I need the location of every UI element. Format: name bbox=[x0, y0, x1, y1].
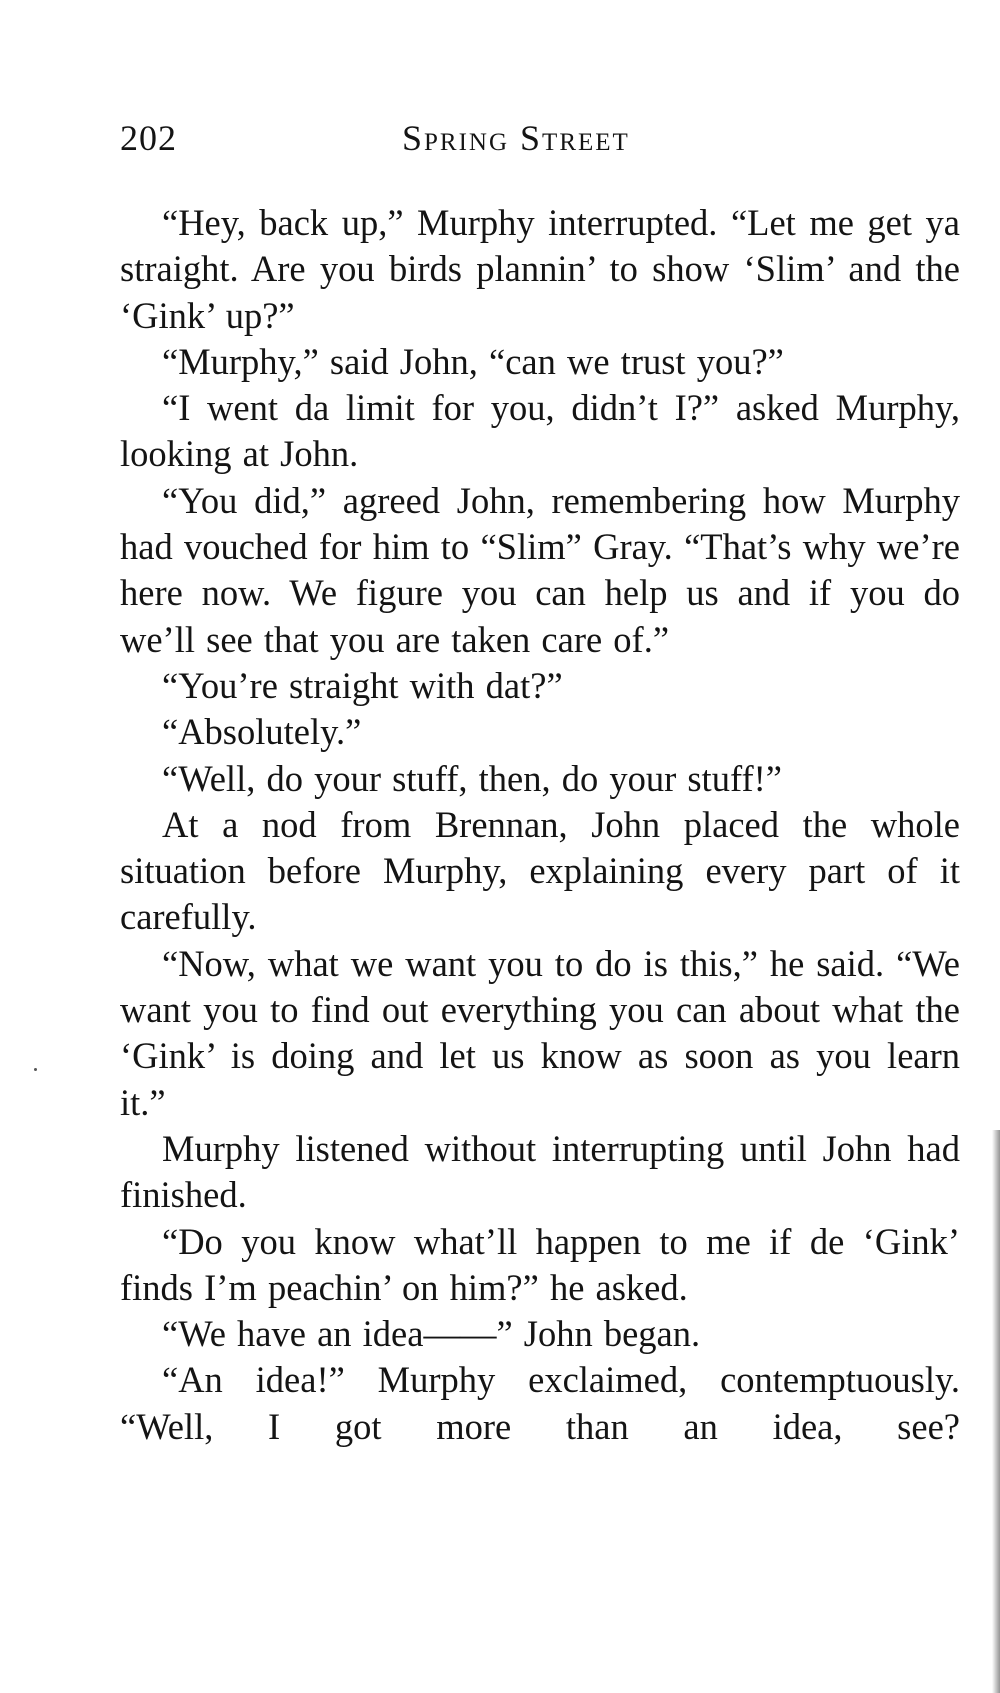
body-text bbox=[120, 200, 960, 1450]
running-title: Spring Street bbox=[402, 118, 630, 158]
paragraph: At a nod from Brennan, John placed the whole situation before Murphy, explaining every part of it carefully. bbox=[120, 803, 960, 938]
paragraph: Murphy listened without interrupting until John had finished. bbox=[120, 1127, 960, 1216]
page-number: 202 bbox=[120, 118, 177, 158]
page-edge-shadow bbox=[992, 1130, 1000, 1693]
paragraph: “You’re straight with dat?” bbox=[162, 664, 563, 706]
paragraph: “Hey, back up,” Murphy interrupted. “Let me get ya straight. Are you birds plannin’ to show ‘Slim’ and the ‘Gink’ up?” bbox=[120, 202, 960, 336]
paragraph: “Well, do your stuff, then, do your stuff!” bbox=[162, 757, 782, 799]
paragraph: “You did,” agreed John, remembering how Murphy had vouched for him to “Slim” Gray. “That’s why we’re here now. We figure you can help us and if you do we’ll see that you are taken care of.” bbox=[120, 479, 960, 660]
paragraph: “An idea!” Murphy exclaimed, contemptuously. “Well, I got more than an idea, see? bbox=[120, 1359, 960, 1447]
paragraph: “I went da limit for you, didn’t I?” asked Murphy, looking at John. bbox=[120, 387, 960, 475]
stray-mark bbox=[34, 1068, 37, 1071]
paragraph: “Absolutely.” bbox=[162, 711, 362, 753]
paragraph: “Do you know what’ll happen to me if de ‘Gink’ finds I’m peachin’ on him?” he asked. bbox=[120, 1220, 960, 1308]
paragraph: “Now, what we want you to do is this,” he said. “We want you to find out everything you can about what the ‘Gink’ is doing and let us know as soon as you learn it.” bbox=[120, 942, 960, 1123]
running-head bbox=[120, 116, 960, 160]
paragraph: “We have an idea——” John began. bbox=[162, 1313, 701, 1355]
paragraph: “Murphy,” said John, “can we trust you?” bbox=[162, 340, 784, 382]
